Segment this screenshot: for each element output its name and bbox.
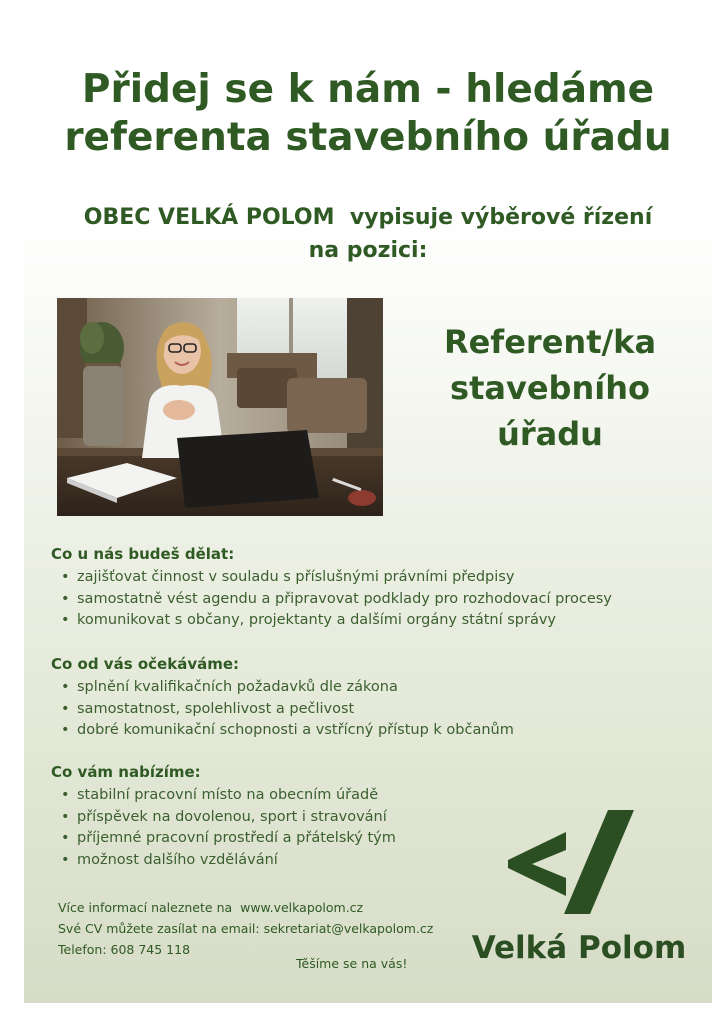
section-requirements (51, 655, 651, 742)
logo-wordmark: Velká Polom (471, 930, 687, 966)
list-item: • stabilní pracovní místo na obecním úřadě (51, 785, 651, 807)
headline-line-1: Přidej se k nám - hledáme (81, 67, 655, 112)
headline-line-2: referenta stavebního úřadu (64, 114, 672, 160)
list-item: • příspěvek na dovolenou, sport i stravování (51, 807, 651, 829)
list-item: • zajišťovat činnost v souladu s příslušnými právními předpisy (51, 567, 651, 589)
list-item: • samostatně vést agendu a připravovat podklady pro rozhodovací procesy (51, 589, 651, 611)
position-title-line-1: Referent/ka (443, 323, 657, 361)
position-title-line-3: úřadu (497, 414, 603, 453)
duties-list (51, 567, 651, 632)
list-item: • příjemné pracovní prostředí a přátelský tým (51, 828, 651, 850)
contact-website: Více informací naleznete na www.velkapolom.cz (58, 900, 364, 915)
poster (24, 18, 712, 1003)
office-photo (57, 298, 383, 516)
code-bracket-slash-icon (508, 810, 640, 918)
list-item: • dobré komunikační schopnosti a vstřícný přístup k občanům (51, 720, 651, 742)
office-photo-illustration (57, 298, 383, 516)
section-title: Co vám nabízíme: (51, 763, 201, 781)
contact-info (58, 897, 478, 960)
list-item: • možnost dalšího vzdělávání (51, 850, 651, 872)
contact-phone: Telefon: 608 745 118 (58, 942, 191, 957)
closing-note: Těšíme se na vás! (296, 956, 408, 971)
requirements-list (51, 677, 651, 742)
position-title (404, 320, 696, 457)
contact-email: Své CV můžete zasílat na email: sekretariat@velkapolom.cz (58, 921, 434, 936)
list-item: • samostatnost, spolehlivost a pečlivost (51, 699, 651, 721)
subhead-line-2: na pozici: (308, 238, 428, 263)
subhead-line-1: OBEC VELKÁ POLOM vypisuje výběrové řízení (83, 205, 653, 230)
list-item: • komunikovat s občany, projektanty a dalšími orgány státní správy (51, 610, 651, 632)
section-title: Co u nás budeš dělat: (51, 545, 235, 563)
list-item: • splnění kvalifikačních požadavků dle zákona (51, 677, 651, 699)
poster-headline (24, 66, 712, 161)
section-duties (51, 545, 651, 632)
poster-subheading (24, 201, 712, 267)
position-title-line-2: stavebního (450, 368, 650, 407)
section-title: Co od vás očekáváme: (51, 655, 240, 673)
